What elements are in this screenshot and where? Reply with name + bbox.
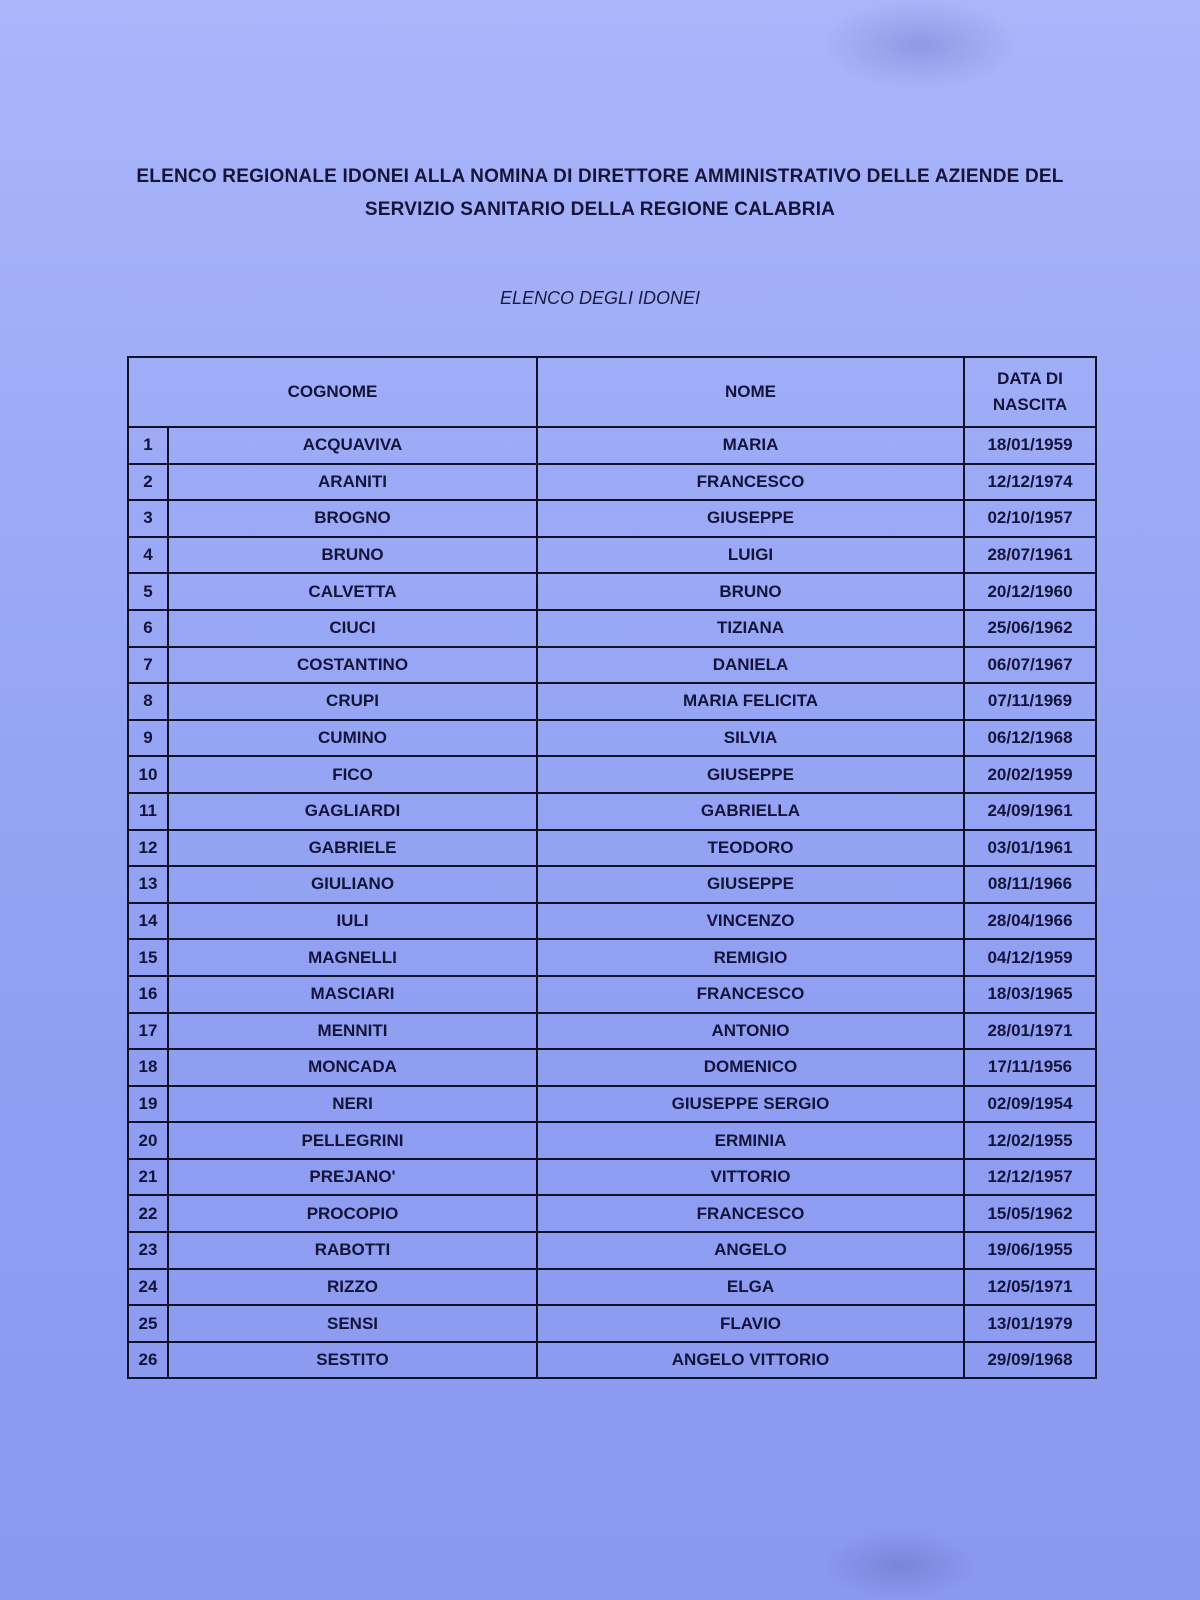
cell-nome: GIUSEPPE <box>537 756 964 793</box>
cell-data-nascita: 06/12/1968 <box>964 720 1096 757</box>
header-data-nascita <box>964 357 1096 427</box>
cell-data-nascita: 03/01/1961 <box>964 830 1096 867</box>
table-row <box>128 500 1096 537</box>
row-number: 9 <box>128 720 168 757</box>
cell-data-nascita: 15/05/1962 <box>964 1195 1096 1232</box>
cell-nome: DANIELA <box>537 647 964 684</box>
table-row <box>128 1159 1096 1196</box>
row-number: 1 <box>128 427 168 464</box>
cell-nome: GIUSEPPE SERGIO <box>537 1086 964 1123</box>
table-row <box>128 793 1096 830</box>
header-data-line: NASCITA <box>992 395 1068 414</box>
title-line: ELENCO REGIONALE IDONEI ALLA NOMINA DI DIRETTORE AMMINISTRATIVO DELLE AZIENDE DEL <box>136 166 1064 187</box>
cell-cognome: CUMINO <box>168 720 537 757</box>
cell-cognome: MENNITI <box>168 1013 537 1050</box>
row-number: 19 <box>128 1086 168 1123</box>
cell-cognome: BROGNO <box>168 500 537 537</box>
cell-data-nascita: 28/01/1971 <box>964 1013 1096 1050</box>
cell-cognome: RIZZO <box>168 1269 537 1306</box>
table-row <box>128 1086 1096 1123</box>
cell-cognome: MONCADA <box>168 1049 537 1086</box>
table-row <box>128 464 1096 501</box>
cell-nome: FRANCESCO <box>537 976 964 1013</box>
cell-data-nascita: 12/12/1957 <box>964 1159 1096 1196</box>
row-number: 3 <box>128 500 168 537</box>
cell-cognome: PROCOPIO <box>168 1195 537 1232</box>
row-number: 11 <box>128 793 168 830</box>
cell-nome: ERMINIA <box>537 1122 964 1159</box>
table-row <box>128 1122 1096 1159</box>
cell-data-nascita: 25/06/1962 <box>964 610 1096 647</box>
table-row <box>128 976 1096 1013</box>
row-number: 15 <box>128 939 168 976</box>
cell-nome: FRANCESCO <box>537 464 964 501</box>
table-row <box>128 1342 1096 1379</box>
table-row <box>128 830 1096 867</box>
row-number: 22 <box>128 1195 168 1232</box>
cell-cognome: GIULIANO <box>168 866 537 903</box>
cell-cognome: ARANITI <box>168 464 537 501</box>
table-row <box>128 1195 1096 1232</box>
cell-cognome: SENSI <box>168 1305 537 1342</box>
cell-cognome: FICO <box>168 756 537 793</box>
fold-shadow <box>820 0 1020 90</box>
cell-data-nascita: 12/02/1955 <box>964 1122 1096 1159</box>
cell-data-nascita: 12/12/1974 <box>964 464 1096 501</box>
cell-nome: VITTORIO <box>537 1159 964 1196</box>
cell-data-nascita: 06/07/1967 <box>964 647 1096 684</box>
cell-data-nascita: 24/09/1961 <box>964 793 1096 830</box>
cell-nome: FLAVIO <box>537 1305 964 1342</box>
row-number: 4 <box>128 537 168 574</box>
cell-nome: ANGELO <box>537 1232 964 1269</box>
title-line: SERVIZIO SANITARIO DELLA REGIONE CALABRIA <box>364 199 836 220</box>
cell-nome: BRUNO <box>537 573 964 610</box>
table-row <box>128 1269 1096 1306</box>
row-number: 18 <box>128 1049 168 1086</box>
cell-nome: VINCENZO <box>537 903 964 940</box>
row-number: 8 <box>128 683 168 720</box>
cell-cognome: COSTANTINO <box>168 647 537 684</box>
table-row <box>128 756 1096 793</box>
table-header-row <box>128 357 1096 427</box>
cell-nome: TIZIANA <box>537 610 964 647</box>
table-row <box>128 610 1096 647</box>
cell-cognome: GABRIELE <box>168 830 537 867</box>
row-number: 21 <box>128 1159 168 1196</box>
row-number: 6 <box>128 610 168 647</box>
cell-data-nascita: 28/04/1966 <box>964 903 1096 940</box>
cell-cognome: MAGNELLI <box>168 939 537 976</box>
cell-nome: LUIGI <box>537 537 964 574</box>
cell-nome: ANTONIO <box>537 1013 964 1050</box>
cell-cognome: BRUNO <box>168 537 537 574</box>
cell-cognome: ACQUAVIVA <box>168 427 537 464</box>
header-cognome: COGNOME <box>128 357 537 427</box>
document-title <box>100 160 1100 226</box>
cell-nome: MARIA FELICITA <box>537 683 964 720</box>
cell-data-nascita: 20/02/1959 <box>964 756 1096 793</box>
cell-cognome: NERI <box>168 1086 537 1123</box>
cell-data-nascita: 13/01/1979 <box>964 1305 1096 1342</box>
table-row <box>128 1013 1096 1050</box>
row-number: 10 <box>128 756 168 793</box>
table-row <box>128 939 1096 976</box>
row-number: 5 <box>128 573 168 610</box>
table-row <box>128 720 1096 757</box>
cell-data-nascita: 04/12/1959 <box>964 939 1096 976</box>
cell-data-nascita: 18/01/1959 <box>964 427 1096 464</box>
cell-data-nascita: 07/11/1969 <box>964 683 1096 720</box>
row-number: 7 <box>128 647 168 684</box>
table-row <box>128 573 1096 610</box>
cell-data-nascita: 29/09/1968 <box>964 1342 1096 1379</box>
header-data-line: DATA DI <box>997 369 1063 388</box>
cell-cognome: SESTITO <box>168 1342 537 1379</box>
table-row <box>128 1305 1096 1342</box>
cell-data-nascita: 17/11/1956 <box>964 1049 1096 1086</box>
row-number: 26 <box>128 1342 168 1379</box>
cell-nome: GABRIELLA <box>537 793 964 830</box>
cell-nome: DOMENICO <box>537 1049 964 1086</box>
cell-data-nascita: 20/12/1960 <box>964 573 1096 610</box>
cell-data-nascita: 18/03/1965 <box>964 976 1096 1013</box>
row-number: 16 <box>128 976 168 1013</box>
table-row <box>128 647 1096 684</box>
cell-cognome: GAGLIARDI <box>168 793 537 830</box>
idonei-table <box>127 356 1097 1379</box>
cell-data-nascita: 02/10/1957 <box>964 500 1096 537</box>
row-number: 14 <box>128 903 168 940</box>
cell-nome: GIUSEPPE <box>537 500 964 537</box>
header-nome: NOME <box>537 357 964 427</box>
table-row <box>128 427 1096 464</box>
table-row <box>128 1232 1096 1269</box>
cell-data-nascita: 02/09/1954 <box>964 1086 1096 1123</box>
cell-cognome: CRUPI <box>168 683 537 720</box>
table-row <box>128 866 1096 903</box>
cell-data-nascita: 12/05/1971 <box>964 1269 1096 1306</box>
cell-cognome: CIUCI <box>168 610 537 647</box>
cell-nome: REMIGIO <box>537 939 964 976</box>
cell-nome: MARIA <box>537 427 964 464</box>
row-number: 2 <box>128 464 168 501</box>
cell-nome: FRANCESCO <box>537 1195 964 1232</box>
cell-data-nascita: 08/11/1966 <box>964 866 1096 903</box>
cell-data-nascita: 28/07/1961 <box>964 537 1096 574</box>
fold-shadow <box>820 1530 980 1600</box>
table-row <box>128 1049 1096 1086</box>
row-number: 17 <box>128 1013 168 1050</box>
row-number: 23 <box>128 1232 168 1269</box>
cell-nome: ELGA <box>537 1269 964 1306</box>
cell-cognome: IULI <box>168 903 537 940</box>
cell-cognome: PELLEGRINI <box>168 1122 537 1159</box>
row-number: 20 <box>128 1122 168 1159</box>
cell-nome: ANGELO VITTORIO <box>537 1342 964 1379</box>
cell-nome: TEODORO <box>537 830 964 867</box>
table-row <box>128 683 1096 720</box>
cell-nome: GIUSEPPE <box>537 866 964 903</box>
cell-cognome: MASCIARI <box>168 976 537 1013</box>
table-row <box>128 537 1096 574</box>
cell-nome: SILVIA <box>537 720 964 757</box>
table-row <box>128 903 1096 940</box>
cell-cognome: PREJANO' <box>168 1159 537 1196</box>
cell-data-nascita: 19/06/1955 <box>964 1232 1096 1269</box>
row-number: 24 <box>128 1269 168 1306</box>
row-number: 25 <box>128 1305 168 1342</box>
document-subtitle: ELENCO DEGLI IDONEI <box>499 288 701 308</box>
row-number: 12 <box>128 830 168 867</box>
cell-cognome: RABOTTI <box>168 1232 537 1269</box>
row-number: 13 <box>128 866 168 903</box>
cell-cognome: CALVETTA <box>168 573 537 610</box>
